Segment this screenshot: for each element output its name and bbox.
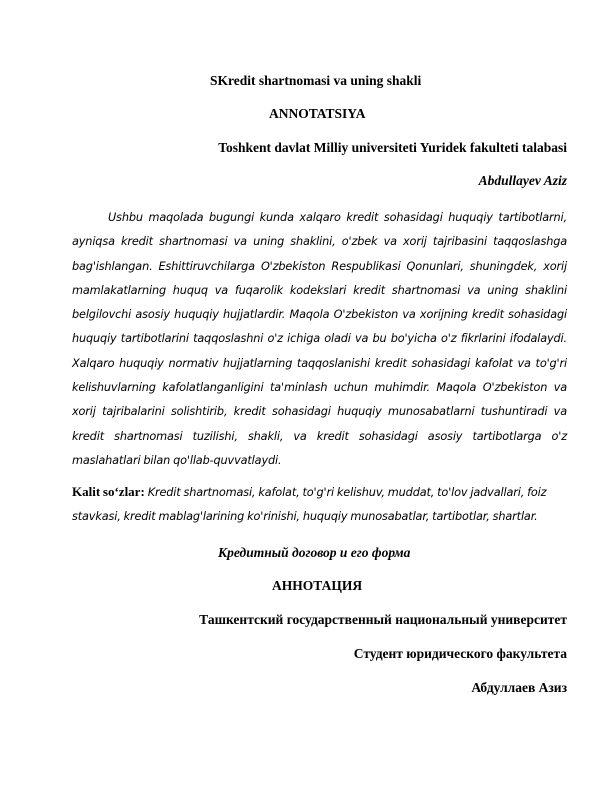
keywords-list: Kredit shartnomasi, kafolat, to'g'ri kelishuv, muddat, to'lov jadvallari, foiz stavkasi, kredit mablag'larining ko'rinishi, huquqiy munosabatlar, tartibotlar, shartlar. <box>72 486 547 524</box>
annotation-heading-ru: АННОТАЦИЯ <box>272 578 363 593</box>
position-ru: Студент юридического факультета <box>353 646 567 661</box>
article-title-uz: SKredit shartnomasi va uning shakli <box>210 73 422 88</box>
author-ru: Абдуллаев Азиз <box>471 680 567 695</box>
affiliation-ru: Ташкентский государственный национальный университет <box>199 612 567 627</box>
annotation-heading-uz: ANNOTATSIYA <box>269 106 366 121</box>
abstract-paragraph-uz: Ushbu maqolada bugungi kunda xalqaro kredit sohasidagi huquqiy tartibotlarni, ayniqsa kredit shartnomasi va uning shaklini, o'zbek va xorij tajribasini taqqoslashga bag'ishlangan. Eshittiruvchilarga O'zbekiston Respublikasi Qonunlari, shuningdek, xorij mamlakatlarning huquq va fuqarolik kodekslari kredit shartnomasi va uning shaklini belgilovchi asosiy huquqiy hujjatlardir. Maqola O'zbekiston va xorijning kredit sohasidagi huquqiy tartibotlarini taqqoslashni o'z ichiga oladi va bu bo'yicha o'z fikrlarini ifodalaydi. Xalqaro huquqiy normativ hujjatlarning taqqoslanishi kredit sohasidagi kafolat va to'g'ri kelishuvlarning kafolatlanganligini ta'minlash uchun muhimdir. Maqola O'zbekiston va xorij tajribalarini solishtirib, kredit sohasidagi huquqiy munosabatlarni tushuntiradi va kredit shartnomasi tuzilishi, shakli, va kredit sohasidagi asosiy tartibotlarga o'z maslahatlari bilan qo'llab-quvvatlaydi. <box>72 211 567 467</box>
article-title-ru: Кредитный договор и его форма <box>218 545 411 560</box>
keywords-paragraph-uz <box>72 480 567 530</box>
author-uz: Abdullayev Aziz <box>478 173 567 188</box>
affiliation-uz: Toshkent davlat Milliy universiteti Yuridek fakulteti talabasi <box>218 140 567 155</box>
keywords-label: Kalit so‘zlar: <box>72 484 145 499</box>
